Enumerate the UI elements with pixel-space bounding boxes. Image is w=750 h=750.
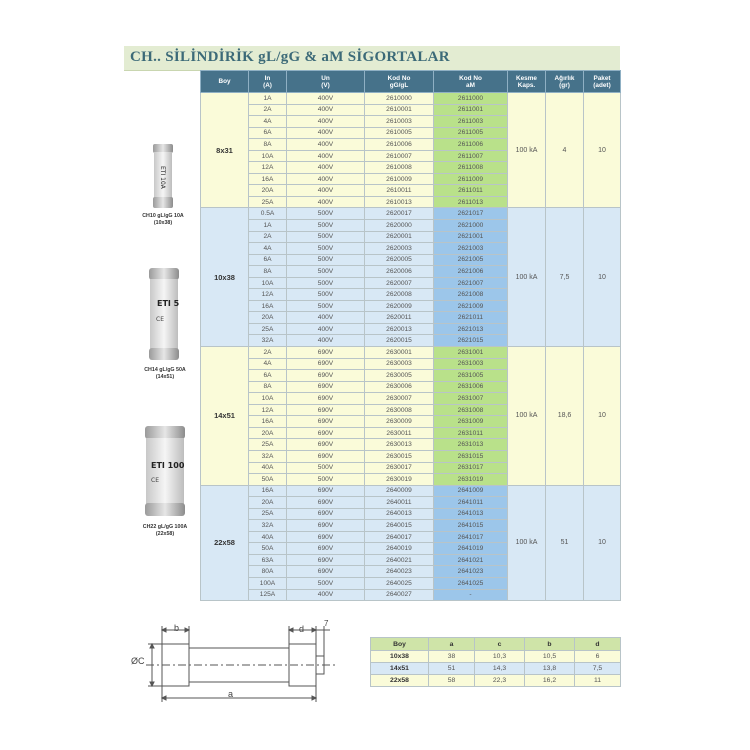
svg-text:CE: CE (156, 316, 164, 323)
dim-cell: 7,5 (575, 663, 621, 675)
cell-kesme: 100 kA (508, 93, 546, 208)
cell-in: 25A (249, 508, 287, 520)
cell-kod-gg: 2630007 (365, 393, 434, 405)
cell-kesme: 100 kA (508, 347, 546, 486)
cell-boy: 8x31 (201, 93, 249, 208)
cell-un: 400V (287, 139, 365, 151)
dim-cell: 11 (575, 675, 621, 687)
dim-cell-boy: 10x38 (371, 651, 429, 663)
dim-cell: 16,2 (525, 675, 575, 687)
cell-kod-gg: 2640023 (365, 566, 434, 578)
cell-un: 690V (287, 358, 365, 370)
cell-paket: 10 (584, 347, 621, 486)
header-kod-gg: Kod No gG/gL (365, 71, 434, 93)
cell-kod-gg: 2640021 (365, 554, 434, 566)
dim-header-b: b (525, 638, 575, 651)
cell-in: 2A (249, 347, 287, 359)
cell-kod-gg: 2640013 (365, 508, 434, 520)
cell-kod-gg: 2620006 (365, 266, 434, 278)
dim-cell: 10,3 (475, 651, 525, 663)
cell-kod-am: 2621007 (434, 277, 508, 289)
fuse-marking-3: ETI 100 (151, 461, 185, 470)
cell-agirlik: 7,5 (546, 208, 584, 347)
cell-kod-am: 2641019 (434, 543, 508, 555)
caption-line: (14x51) (155, 374, 175, 380)
cell-agirlik: 51 (546, 485, 584, 600)
cell-un: 400V (287, 185, 365, 197)
cell-kod-gg: 2630005 (365, 370, 434, 382)
cell-kod-am: 2611009 (434, 173, 508, 185)
cell-in: 16A (249, 173, 287, 185)
cell-un: 400V (287, 196, 365, 208)
header-agirlik: Ağırlık (gr) (546, 71, 584, 93)
cell-un: 690V (287, 531, 365, 543)
cell-un: 690V (287, 497, 365, 509)
cell-kod-gg: 2610003 (365, 116, 434, 128)
cell-in: 4A (249, 243, 287, 255)
header-boy: Boy (201, 71, 249, 93)
cell-kod-gg: 2610000 (365, 93, 434, 105)
cell-kod-gg: 2620008 (365, 289, 434, 301)
cell-in: 12A (249, 404, 287, 416)
cell-un: 400V (287, 323, 365, 335)
cell-kod-am: 2621005 (434, 254, 508, 266)
cell-un: 690V (287, 543, 365, 555)
dim-cell: 13,8 (525, 663, 575, 675)
fuse-table (200, 70, 621, 601)
cell-kod-am: 2611003 (434, 116, 508, 128)
cell-kod-am: 2631001 (434, 347, 508, 359)
header-un: Un (V) (287, 71, 365, 93)
cell-agirlik: 18,6 (546, 347, 584, 486)
caption-fuse-2 (134, 367, 196, 381)
svg-text:CE: CE (151, 477, 159, 484)
dim-cell: 51 (429, 663, 475, 675)
cell-kod-am: 2611008 (434, 162, 508, 174)
cell-un: 690V (287, 554, 365, 566)
dim-row (371, 675, 621, 687)
cell-kod-gg: 2610006 (365, 139, 434, 151)
cell-kod-am: 2631009 (434, 416, 508, 428)
cell-in: 125A (249, 589, 287, 601)
cell-un: 690V (287, 393, 365, 405)
cell-kod-am: 2621006 (434, 266, 508, 278)
dim-cell: 38 (429, 651, 475, 663)
cell-un: 690V (287, 485, 365, 497)
cell-in: 10A (249, 277, 287, 289)
cell-kod-am: 2641021 (434, 554, 508, 566)
group-14x51 (201, 347, 621, 486)
caption-fuse-1 (132, 213, 194, 227)
cell-kod-gg: 2610001 (365, 104, 434, 116)
cell-in: 1A (249, 93, 287, 105)
cell-kod-am: 2641017 (434, 531, 508, 543)
cell-in: 4A (249, 116, 287, 128)
group-22x58 (201, 485, 621, 600)
cell-kod-gg: 2620003 (365, 243, 434, 255)
dimensions-header-row (371, 638, 621, 651)
dim-header-a: a (429, 638, 475, 651)
cell-un: 690V (287, 427, 365, 439)
cell-un: 500V (287, 474, 365, 486)
cell-kod-gg: 2610013 (365, 196, 434, 208)
cell-un: 690V (287, 520, 365, 532)
cell-kesme: 100 kA (508, 485, 546, 600)
header-kesme: Kesme Kaps. (508, 71, 546, 93)
cell-kod-am: 2631017 (434, 462, 508, 474)
cell-paket: 10 (584, 208, 621, 347)
cell-kod-am: 2631019 (434, 474, 508, 486)
cell-kod-am: 2611001 (434, 104, 508, 116)
cell-un: 500V (287, 300, 365, 312)
cell-un: 690V (287, 416, 365, 428)
fuse-22x58-image (143, 424, 187, 518)
cell-kod-am: 2621013 (434, 323, 508, 335)
cell-un: 500V (287, 266, 365, 278)
cell-in: 6A (249, 254, 287, 266)
cell-un: 690V (287, 566, 365, 578)
cell-un: 500V (287, 462, 365, 474)
cell-kod-am: 2631013 (434, 439, 508, 451)
cell-un: 690V (287, 439, 365, 451)
cell-kod-am: 2641023 (434, 566, 508, 578)
cell-kod-am: 2611005 (434, 127, 508, 139)
cell-un: 690V (287, 508, 365, 520)
cell-un: 500V (287, 243, 365, 255)
fuse-14x51-image (147, 266, 181, 362)
cell-in: 40A (249, 462, 287, 474)
cell-kod-am: 2641009 (434, 485, 508, 497)
cell-in: 50A (249, 474, 287, 486)
cell-in: 8A (249, 266, 287, 278)
cell-un: 500V (287, 277, 365, 289)
cell-kod-am: 2621017 (434, 208, 508, 220)
cell-kod-gg: 2630006 (365, 381, 434, 393)
cell-in: 16A (249, 485, 287, 497)
cell-in: 6A (249, 370, 287, 382)
page-title: CH.. SİLİNDİRİK gL/gG & aM SİGORTALAR (130, 49, 450, 65)
group-10x38 (201, 208, 621, 347)
cell-un: 400V (287, 93, 365, 105)
fuse-marking-1: ETI 10A (159, 166, 166, 189)
dim-cell: 6 (575, 651, 621, 663)
cell-un: 400V (287, 150, 365, 162)
cell-in: 1A (249, 220, 287, 232)
cell-kod-am: 2641013 (434, 508, 508, 520)
cell-boy: 22x58 (201, 485, 249, 600)
dim-cell: 14,3 (475, 663, 525, 675)
cell-kod-am: 2621000 (434, 220, 508, 232)
title-bar (124, 46, 620, 71)
cell-in: 20A (249, 312, 287, 324)
cell-kod-gg: 2630019 (365, 474, 434, 486)
cell-kod-gg: 2640009 (365, 485, 434, 497)
dim-cell: 22,3 (475, 675, 525, 687)
dim-cell: 58 (429, 675, 475, 687)
cell-kod-gg: 2630001 (365, 347, 434, 359)
cell-kod-gg: 2620005 (365, 254, 434, 266)
cell-un: 400V (287, 335, 365, 347)
cell-kod-am: - (434, 589, 508, 601)
cell-in: 32A (249, 450, 287, 462)
cell-un: 400V (287, 127, 365, 139)
cell-un: 690V (287, 404, 365, 416)
cell-kod-am: 2611006 (434, 139, 508, 151)
cell-kod-gg: 2620007 (365, 277, 434, 289)
cell-kod-gg: 2640011 (365, 497, 434, 509)
fuse-10x38-image (151, 142, 175, 210)
cell-kod-gg: 2610005 (365, 127, 434, 139)
group-8x31 (201, 93, 621, 208)
cell-kod-am: 2641011 (434, 497, 508, 509)
caption-line: (10x38) (153, 220, 173, 226)
header-paket: Paket (adet) (584, 71, 621, 93)
cell-kod-am: 2631003 (434, 358, 508, 370)
cell-kod-gg: 2640015 (365, 520, 434, 532)
cell-un: 500V (287, 208, 365, 220)
cell-un: 400V (287, 173, 365, 185)
cell-in: 12A (249, 162, 287, 174)
cell-paket: 10 (584, 93, 621, 208)
cell-in: 63A (249, 554, 287, 566)
cell-in: 25A (249, 439, 287, 451)
cell-in: 2A (249, 231, 287, 243)
cell-un: 690V (287, 347, 365, 359)
cell-kod-am: 2631015 (434, 450, 508, 462)
cell-kod-gg: 2620017 (365, 208, 434, 220)
header-in: In (A) (249, 71, 287, 93)
cell-kod-am: 2621015 (434, 335, 508, 347)
cell-in: 50A (249, 543, 287, 555)
cell-in: 20A (249, 497, 287, 509)
cell-un: 500V (287, 254, 365, 266)
cell-kod-am: 2631006 (434, 381, 508, 393)
cell-kod-am: 2621011 (434, 312, 508, 324)
table-row (201, 208, 621, 220)
cell-kod-gg: 2640027 (365, 589, 434, 601)
cell-in: 16A (249, 300, 287, 312)
cell-kod-am: 2621003 (434, 243, 508, 255)
dim-header-c: c (475, 638, 525, 651)
cell-un: 690V (287, 381, 365, 393)
cell-kesme: 100 kA (508, 208, 546, 347)
cell-in: 8A (249, 381, 287, 393)
cell-kod-gg: 2630003 (365, 358, 434, 370)
cell-kod-am: 2631007 (434, 393, 508, 405)
cell-agirlik: 4 (546, 93, 584, 208)
cell-kod-gg: 2630011 (365, 427, 434, 439)
cell-kod-am: 2631005 (434, 370, 508, 382)
cell-kod-gg: 2610011 (365, 185, 434, 197)
cell-kod-gg: 2620015 (365, 335, 434, 347)
cell-un: 500V (287, 577, 365, 589)
cell-in: 0.5A (249, 208, 287, 220)
dim-header-boy: Boy (371, 638, 429, 651)
cell-in: 20A (249, 185, 287, 197)
cell-kod-gg: 2620009 (365, 300, 434, 312)
cell-kod-gg: 2630013 (365, 439, 434, 451)
cell-un: 690V (287, 450, 365, 462)
cell-kod-gg: 2640025 (365, 577, 434, 589)
cell-in: 100A (249, 577, 287, 589)
cell-in: 40A (249, 531, 287, 543)
cell-in: 25A (249, 196, 287, 208)
cell-in: 32A (249, 335, 287, 347)
cell-kod-am: 2631008 (434, 404, 508, 416)
cell-kod-gg: 2640019 (365, 543, 434, 555)
cell-kod-gg: 2640017 (365, 531, 434, 543)
fuse-marking-2: ETI 5 (157, 299, 180, 308)
cell-un: 500V (287, 220, 365, 232)
diagram-label-d: d (299, 624, 305, 634)
fuse-dimension-diagram (126, 618, 342, 708)
cell-in: 10A (249, 393, 287, 405)
cell-in: 2A (249, 104, 287, 116)
cell-kod-gg: 2610009 (365, 173, 434, 185)
cell-boy: 10x38 (201, 208, 249, 347)
cell-kod-am: 2611000 (434, 93, 508, 105)
cell-paket: 10 (584, 485, 621, 600)
cell-un: 400V (287, 312, 365, 324)
cell-boy: 14x51 (201, 347, 249, 486)
cell-kod-gg: 2630008 (365, 404, 434, 416)
cell-kod-am: 2611013 (434, 196, 508, 208)
cell-kod-gg: 2610008 (365, 162, 434, 174)
table-row (201, 93, 621, 105)
cell-in: 8A (249, 139, 287, 151)
cell-un: 400V (287, 589, 365, 601)
caption-line: CH22 gL/gG 100A (142, 524, 188, 530)
cell-un: 400V (287, 116, 365, 128)
diagram-label-c: ØC (131, 656, 145, 666)
cell-un: 400V (287, 162, 365, 174)
cell-in: 4A (249, 358, 287, 370)
cell-un: 500V (287, 289, 365, 301)
dim-cell-boy: 22x58 (371, 675, 429, 687)
cell-kod-am: 2611007 (434, 150, 508, 162)
cell-kod-gg: 2630015 (365, 450, 434, 462)
cell-kod-am: 2631011 (434, 427, 508, 439)
caption-fuse-3 (132, 524, 198, 538)
cell-kod-am: 2621001 (434, 231, 508, 243)
cell-kod-gg: 2620001 (365, 231, 434, 243)
header-kod-am: Kod No aM (434, 71, 508, 93)
diagram-label-7: 7 (324, 619, 329, 628)
dim-row (371, 663, 621, 675)
cell-kod-gg: 2620000 (365, 220, 434, 232)
dim-header-d: d (575, 638, 621, 651)
cell-kod-am: 2641015 (434, 520, 508, 532)
cell-kod-gg: 2610007 (365, 150, 434, 162)
cell-kod-gg: 2620013 (365, 323, 434, 335)
dim-cell-boy: 14x51 (371, 663, 429, 675)
cell-in: 20A (249, 427, 287, 439)
cell-in: 12A (249, 289, 287, 301)
cell-in: 6A (249, 127, 287, 139)
cell-in: 10A (249, 150, 287, 162)
dim-cell: 10,5 (525, 651, 575, 663)
table-header-row (201, 71, 621, 93)
cell-kod-am: 2621009 (434, 300, 508, 312)
table-row (201, 347, 621, 359)
cell-kod-am: 2611011 (434, 185, 508, 197)
dim-row (371, 651, 621, 663)
cell-un: 690V (287, 370, 365, 382)
cell-kod-gg: 2630009 (365, 416, 434, 428)
caption-line: CH10 gL/gG 10A (142, 213, 184, 219)
cell-kod-am: 2641025 (434, 577, 508, 589)
cell-in: 80A (249, 566, 287, 578)
cell-un: 500V (287, 231, 365, 243)
cell-in: 16A (249, 416, 287, 428)
caption-line: (22x58) (155, 531, 175, 537)
caption-line: CH14 gL/gG 50A (144, 367, 186, 373)
cell-kod-gg: 2620011 (365, 312, 434, 324)
cell-in: 25A (249, 323, 287, 335)
cell-un: 400V (287, 104, 365, 116)
table-row (201, 485, 621, 497)
dimensions-table (370, 637, 621, 687)
cell-in: 32A (249, 520, 287, 532)
diagram-label-b: b (174, 623, 180, 633)
diagram-label-a: a (228, 689, 234, 699)
cell-kod-am: 2621008 (434, 289, 508, 301)
cell-kod-gg: 2630017 (365, 462, 434, 474)
